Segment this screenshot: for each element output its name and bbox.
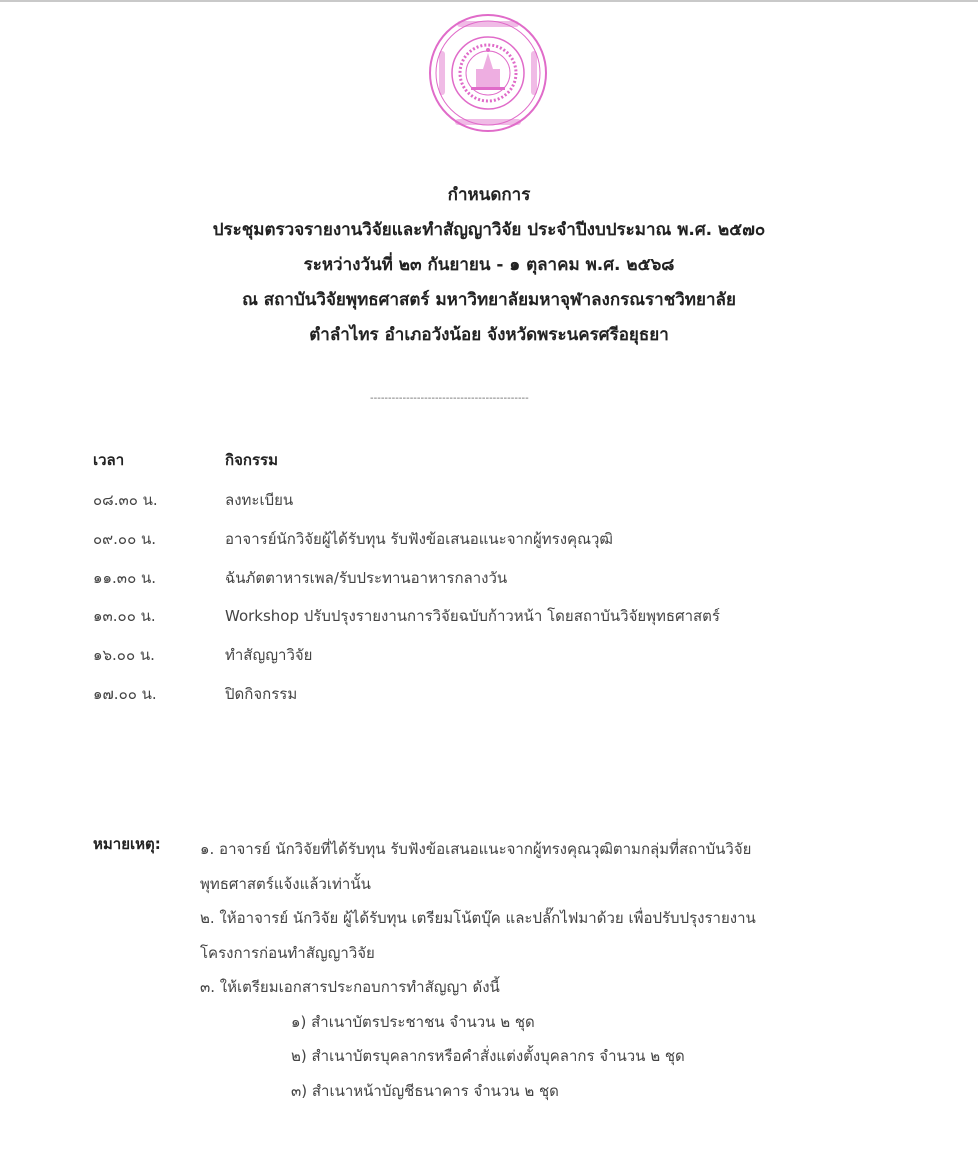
row-time: ๐๘.๓๐ น. [93,491,158,509]
remarks-label: หมายเหตุ: [93,835,161,853]
document-title-block [0,178,978,353]
schedule-row [93,566,953,605]
remarks-list [200,832,978,1108]
university-seal-icon [427,1,549,149]
title-dates: ระหว่างวันที่ ๒๓ กันยายน - ๑ ตุลาคม พ.ศ. ๒๕๖๘ [303,255,675,275]
header-activity: กิจกรรม [225,451,278,469]
title-location: ตำลำไทร อำเภอวังน้อย จังหวัดพระนครศรีอยุธยา [309,325,669,345]
schedule-row [93,682,953,721]
row-time: ๑๓.๐๐ น. [93,607,156,626]
row-activity: ฉันภัตตาหารเพล/รับประทานอาหารกลางวัน [225,568,508,587]
row-activity: Workshop ปรับปรุงรายงานการวิจัยฉบับก้าวหน้า โดยสถาบันวิจัยพุทธศาสตร์ [225,607,720,626]
header-time: เวลา [93,451,125,469]
row-time: ๐๙.๐๐ น. [93,529,157,548]
schedule-table [93,448,953,721]
title-meeting: ประชุมตรวจรายงานวิจัยและทำสัญญาวิจัย ประจำปีงบประมาณ พ.ศ. ๒๕๗๐ [212,220,766,240]
schedule-row [93,643,953,682]
row-activity: ทำสัญญาวิจัย [225,646,313,665]
remark-note-2: ๒. ให้อาจารย์ นักวิจัย ผู้ได้รับทุน เตรียมโน้ตบุ๊ค และปลั๊กไฟมาด้วย เพื่อปรับปรุงรายงาน [200,909,756,927]
row-time: ๑๖.๐๐ น. [93,646,155,665]
row-activity: ลงทะเบียน [225,491,294,509]
row-time: ๑๗.๐๐ น. [93,684,157,703]
remark-note-3: ๓. ให้เตรียมเอกสารประกอบการทำสัญญา ดังนี้ [200,978,500,996]
row-time: ๑๑.๓๐ น. [93,568,157,587]
remark-note-1: ๑. อาจารย์ นักวิจัยที่ได้รับทุน รับฟังข้อเสนอแนะจากผู้ทรงคุณวุฒิตามกลุ่มที่สถาบันวิจัย [200,840,752,858]
row-activity: ปิดกิจกรรม [225,684,298,703]
schedule-row [93,488,953,527]
row-activity: อาจารย์นักวิจัยผู้ได้รับทุน รับฟังข้อเสนอแนะจากผู้ทรงคุณวุฒิ [225,529,613,548]
required-document: ๑) สำเนาบัตรประชาชน จำนวน ๒ ชุด [291,1012,535,1031]
required-document: ๒) สำเนาบัตรบุคลากรหรือคำสั่งแต่งตั้งบุคลากร จำนวน ๒ ชุด [291,1047,685,1065]
remark-note-2-cont: โครงการก่อนทำสัญญาวิจัย [200,943,375,962]
required-document: ๓) สำเนาหน้าบัญชีธนาคาร จำนวน ๒ ชุด [291,1081,559,1100]
schedule-row [93,604,953,643]
remark-note-1-cont: พุทธศาสตร์แจ้งแล้วเท่านั้น [200,874,371,893]
title-venue: ณ สถาบันวิจัยพุทธศาสตร์ มหาวิทยาลัยมหาจุฬาลงกรณราชวิทยาลัย [242,290,736,310]
title-schedule: กำหนดการ [447,185,531,205]
schedule-row [93,527,953,566]
schedule-header-row [93,448,953,488]
title-separator: -------------------------------------------- [370,393,529,404]
